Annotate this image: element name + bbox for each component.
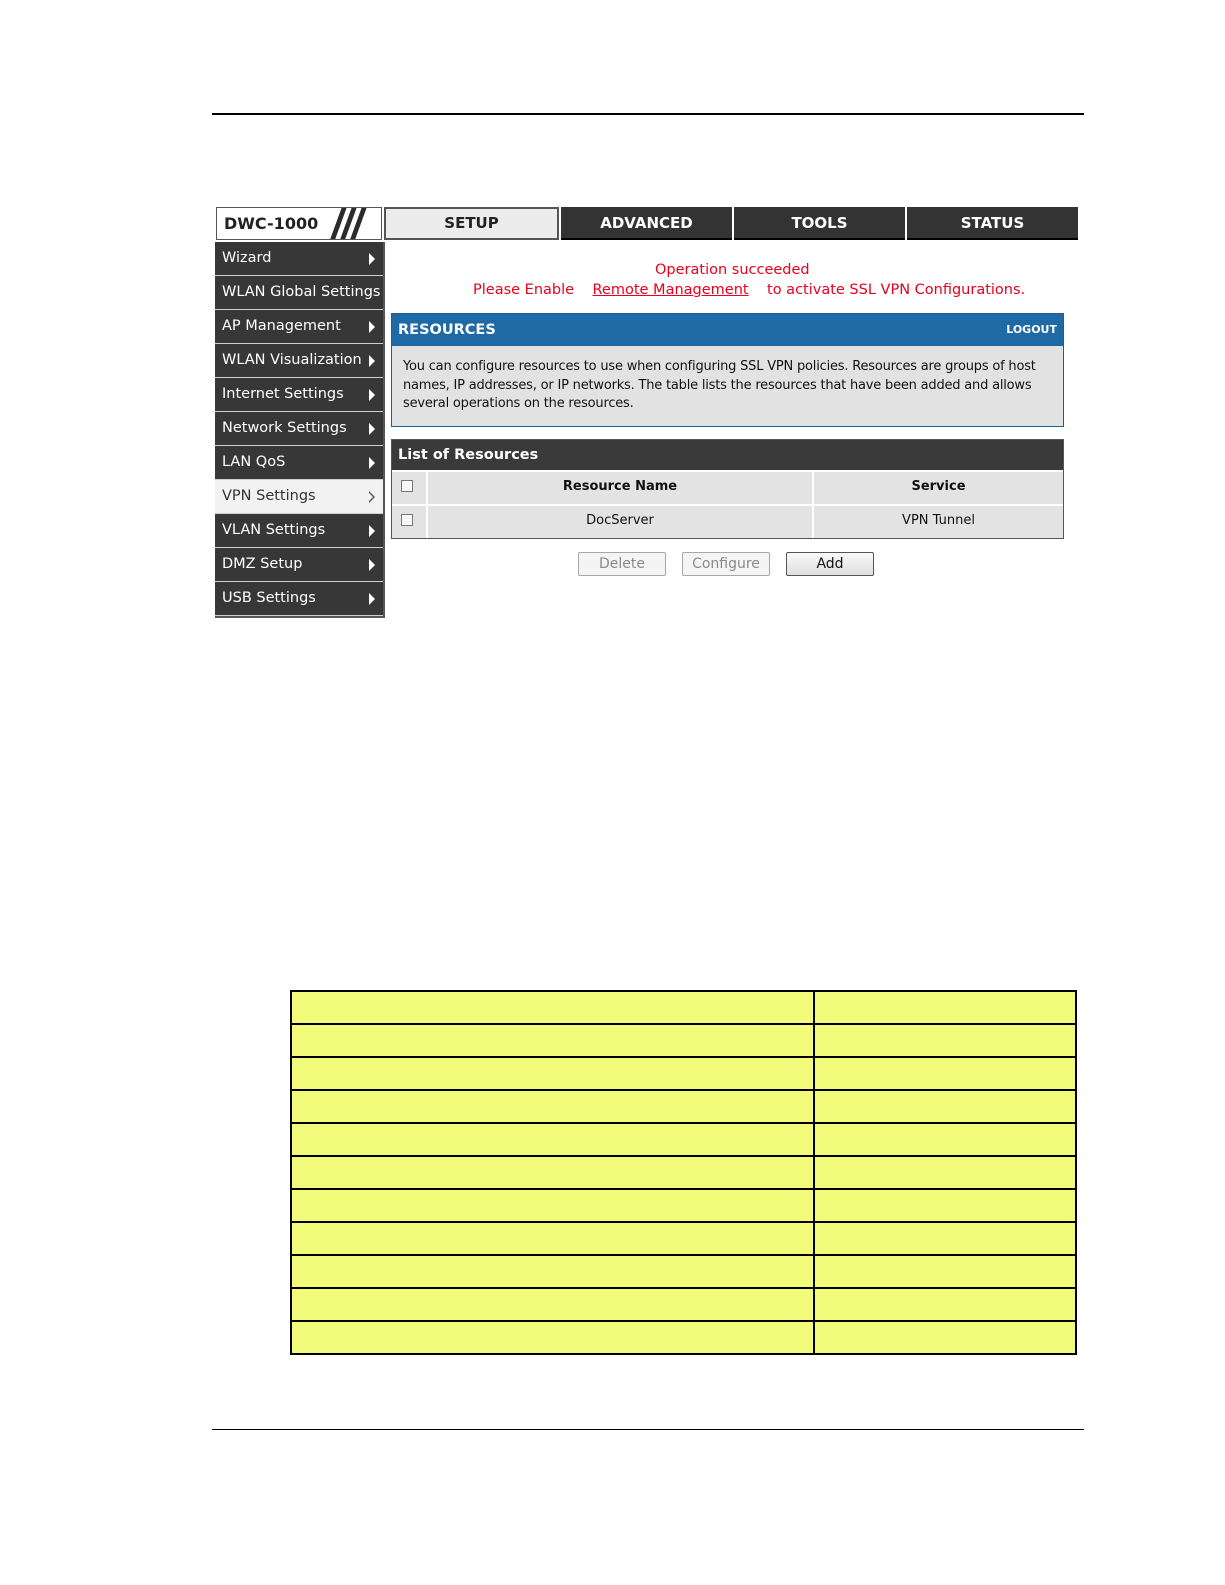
sidebar-item-usb-settings[interactable] — [215, 582, 383, 616]
chevron-right-icon — [369, 423, 375, 435]
table-row — [291, 991, 1076, 1024]
resource-name-cell: DocServer — [428, 506, 812, 538]
chevron-right-icon — [369, 491, 375, 503]
table-row — [291, 1057, 1076, 1090]
chevron-right-icon — [369, 321, 375, 333]
panel-header — [392, 314, 1063, 346]
sidebar-item-vlan-settings[interactable] — [215, 514, 383, 548]
table-row — [291, 1222, 1076, 1255]
sidebar-item-label: WLAN Global Settings — [222, 284, 381, 300]
sidebar — [215, 242, 385, 618]
table-row — [392, 504, 1063, 538]
chevron-right-icon — [369, 457, 375, 469]
resources-list — [391, 439, 1064, 539]
tab-advanced[interactable]: ADVANCED — [561, 207, 732, 240]
add-button[interactable]: Add — [786, 552, 874, 576]
sidebar-item-ap-management[interactable] — [215, 310, 383, 344]
sidebar-item-label: Internet Settings — [222, 386, 344, 402]
sidebar-item-label: LAN QoS — [222, 454, 286, 470]
column-header-resource-name: Resource Name — [428, 472, 812, 504]
tab-tools[interactable]: TOOLS — [734, 207, 905, 240]
chevron-right-icon — [369, 593, 375, 605]
row-select-cell — [392, 506, 426, 538]
top-tabs — [384, 207, 1080, 240]
configure-button[interactable]: Configure — [682, 552, 770, 576]
sidebar-item-label: VPN Settings — [222, 488, 316, 504]
chevron-right-icon — [369, 559, 375, 571]
sidebar-item-label: AP Management — [222, 318, 341, 334]
sidebar-item-network-settings[interactable] — [215, 412, 383, 446]
logo-text: DWC-1000 — [224, 214, 319, 233]
notice-suffix: to activate SSL VPN Configurations. — [767, 282, 1026, 298]
sidebar-item-label: VLAN Settings — [222, 522, 326, 538]
table-row — [291, 1123, 1076, 1156]
notice-prefix: Please Enable — [473, 282, 575, 298]
sidebar-item-label: WLAN Visualization — [222, 352, 362, 368]
row-checkbox[interactable] — [401, 514, 413, 526]
table-row — [291, 1024, 1076, 1057]
sidebar-item-wlan-visualization[interactable] — [215, 344, 383, 378]
field-table — [290, 990, 1077, 1355]
success-message: Operation succeeded — [655, 262, 810, 278]
logout-link[interactable]: LOGOUT — [1006, 323, 1057, 336]
sidebar-item-internet-settings[interactable] — [215, 378, 383, 412]
remote-management-notice — [473, 282, 1025, 298]
table-row — [291, 1189, 1076, 1222]
select-all-checkbox[interactable] — [401, 480, 413, 492]
sidebar-item-lan-qos[interactable] — [215, 446, 383, 480]
column-header-service: Service — [814, 472, 1063, 504]
table-row — [291, 1156, 1076, 1189]
sidebar-item-wizard[interactable] — [215, 242, 383, 276]
service-cell: VPN Tunnel — [814, 506, 1063, 538]
table-row — [291, 1288, 1076, 1321]
sidebar-item-label: DMZ Setup — [222, 556, 303, 572]
table-header-row — [392, 470, 1063, 504]
chevron-right-icon — [369, 525, 375, 537]
sidebar-item-label: Wizard — [222, 250, 272, 266]
sidebar-item-vpn-settings[interactable] — [215, 480, 383, 514]
top-rule — [212, 113, 1084, 115]
list-title: List of Resources — [392, 440, 1063, 470]
select-all-cell — [392, 472, 426, 504]
sidebar-item-wlan-global-settings[interactable] — [215, 276, 383, 310]
table-row — [291, 1255, 1076, 1288]
remote-management-link[interactable]: Remote Management — [592, 282, 749, 298]
table-row — [291, 1321, 1076, 1354]
delete-button[interactable]: Delete — [578, 552, 666, 576]
tab-setup[interactable]: SETUP — [384, 207, 559, 240]
panel-description: You can configure resources to use when configuring SSL VPN policies. Resources are groups of host names, IP addresses, or IP networks. The table lists the resources that have been added and allows several operations on the resources. — [392, 346, 1063, 426]
table-row — [291, 1090, 1076, 1123]
tab-status[interactable]: STATUS — [907, 207, 1078, 240]
chevron-right-icon — [369, 389, 375, 401]
sidebar-item-dmz-setup[interactable] — [215, 548, 383, 582]
sidebar-item-label: USB Settings — [222, 590, 316, 606]
bottom-rule — [212, 1429, 1084, 1430]
resources-panel — [391, 313, 1064, 427]
chevron-right-icon — [369, 355, 375, 367]
logo — [216, 207, 382, 240]
chevron-right-icon — [369, 253, 375, 265]
panel-title: RESOURCES — [398, 322, 496, 338]
sidebar-item-label: Network Settings — [222, 420, 347, 436]
